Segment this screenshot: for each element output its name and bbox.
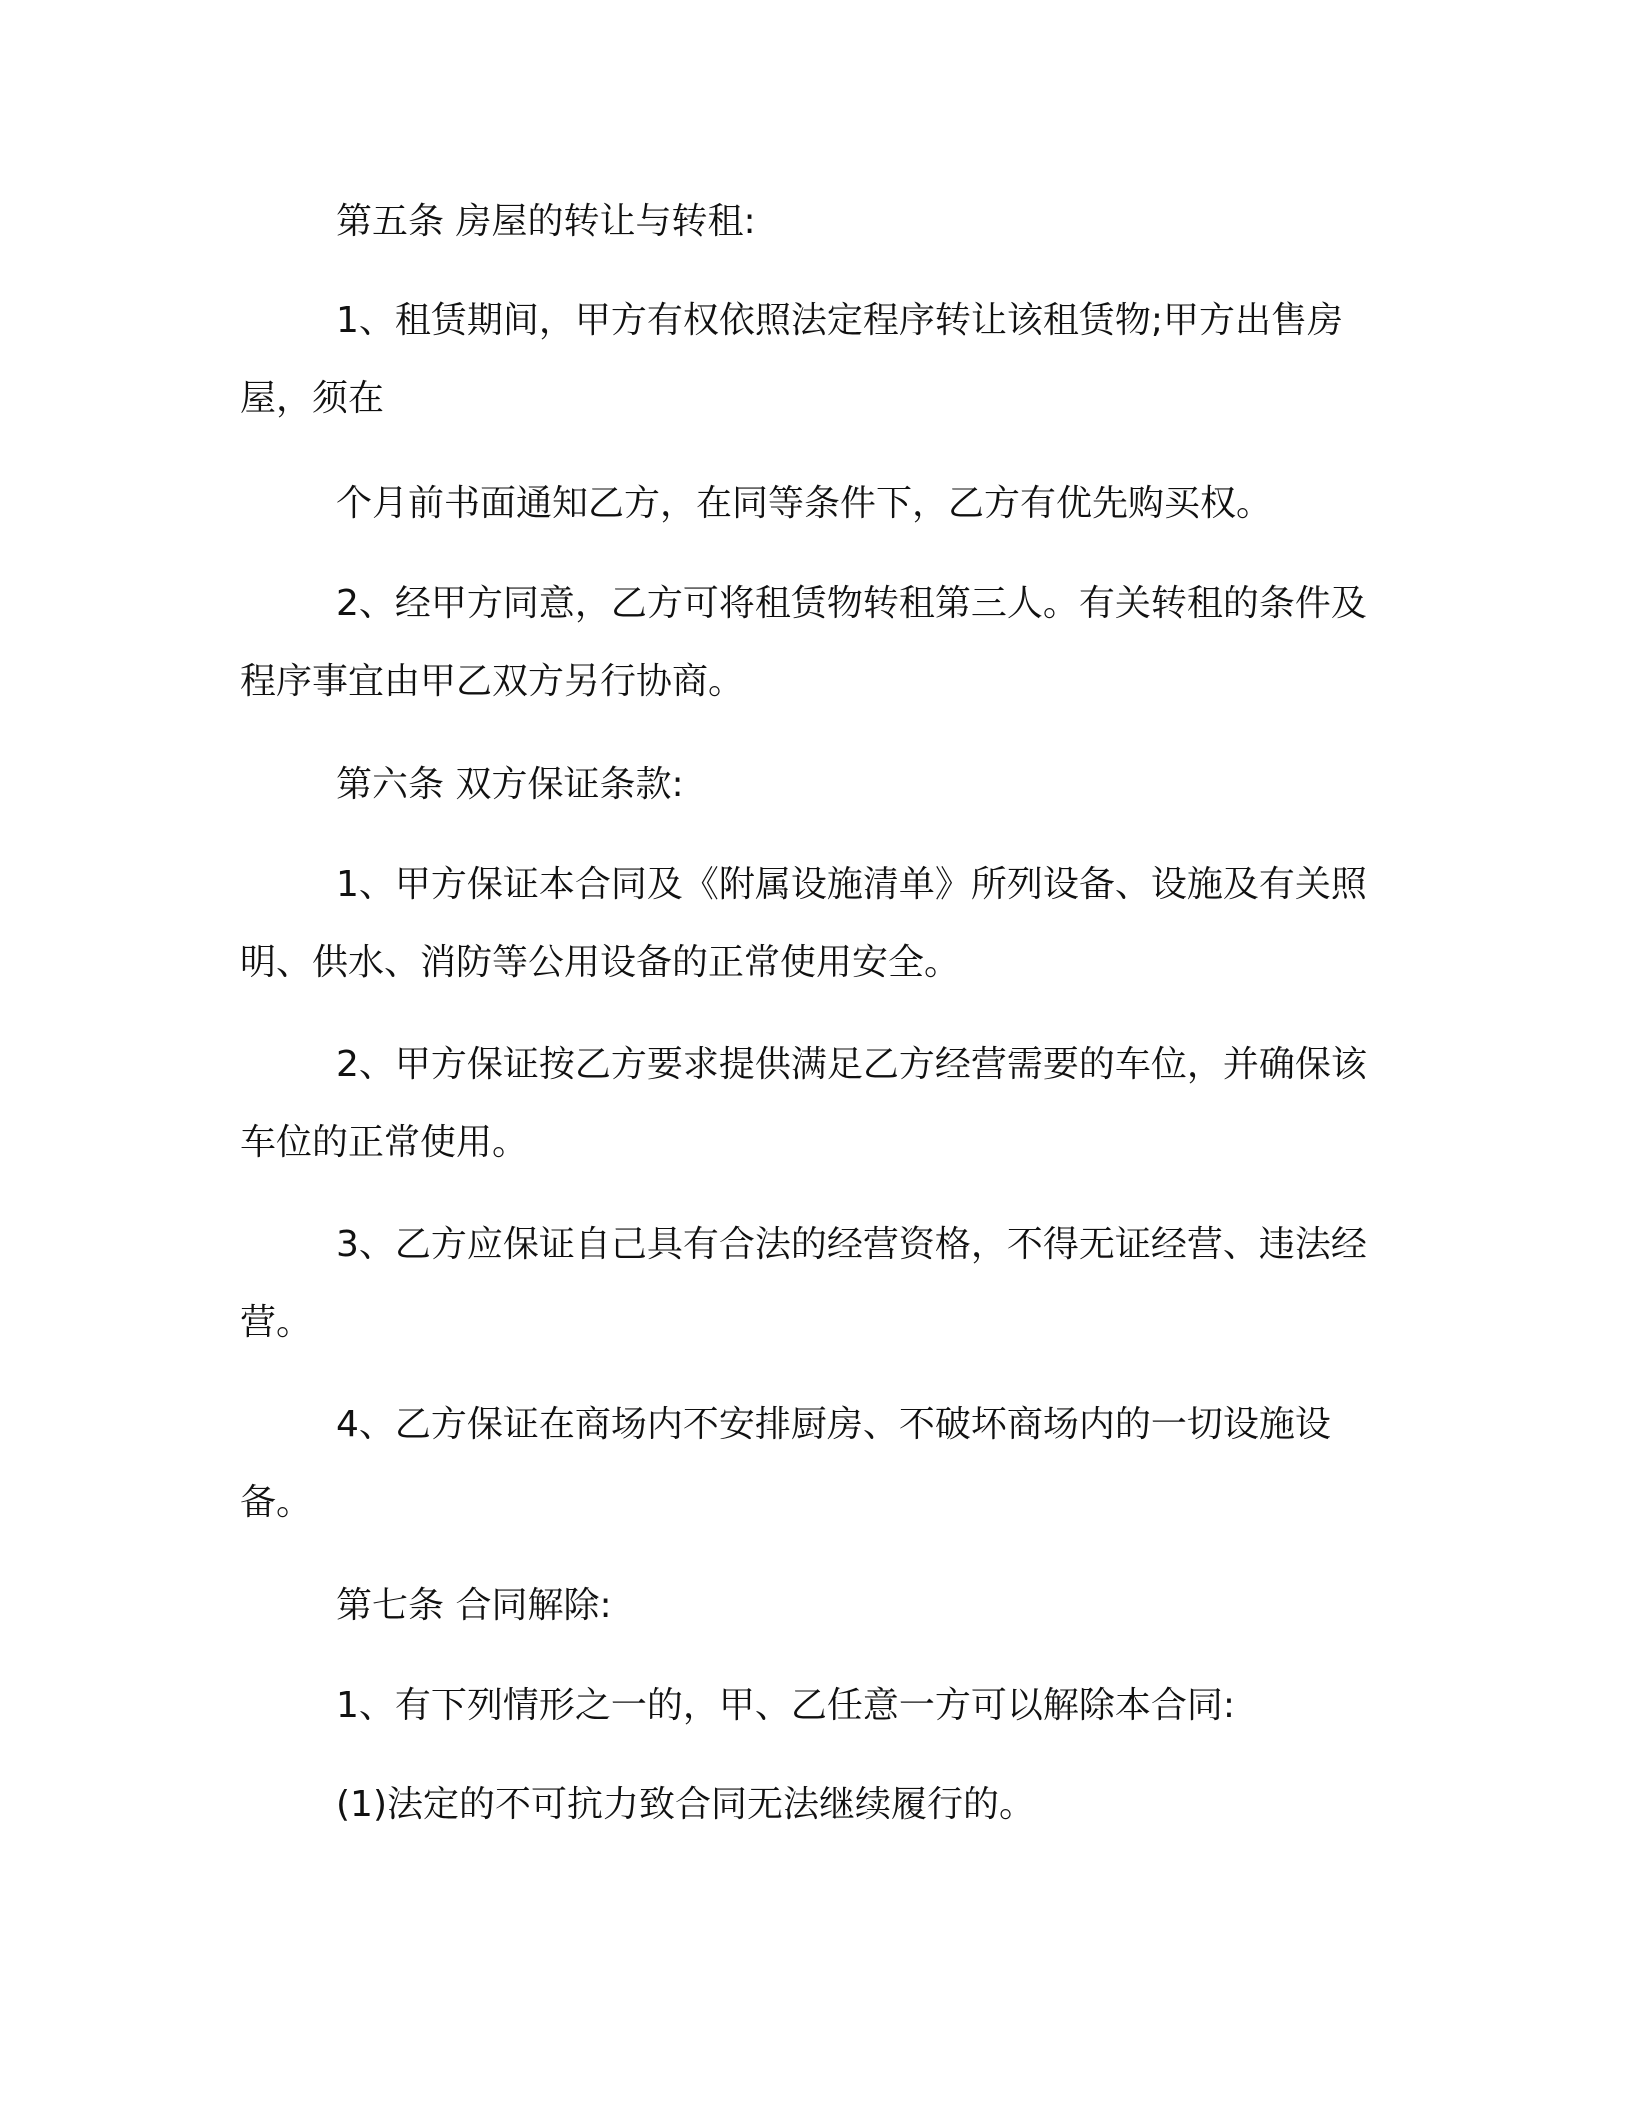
article-5-clause-1-continued: 个月前书面通知乙方，在同等条件下，乙方有优先购买权。 [336, 483, 1273, 524]
article-5-clause-1: 1、租赁期间，甲方有权依照法定程序转让该租赁物;甲方出售房屋，须在 [240, 300, 1344, 419]
article-5-heading: 第五条 房屋的转让与转租: [336, 201, 756, 242]
article-6-clause-1: 1、甲方保证本合同及《附属设施清单》所列设备、设施及有关照明、供水、消防等公用设备的正常使用安全。 [240, 864, 1367, 983]
article-6-clause-2: 2、甲方保证按乙方要求提供满足乙方经营需要的车位，并确保该车位的正常使用。 [240, 1044, 1367, 1163]
article-7-heading: 第七条 合同解除: [336, 1585, 612, 1626]
article-7-item-1: (1)法定的不可抗力致合同无法继续履行的。 [336, 1784, 1035, 1825]
article-7-clause-1: 1、有下列情形之一的，甲、乙任意一方可以解除本合同: [336, 1685, 1236, 1726]
article-6-clause-3: 3、乙方应保证自己具有合法的经营资格，不得无证经营、违法经营。 [240, 1224, 1367, 1343]
article-6-heading: 第六条 双方保证条款: [336, 764, 684, 805]
article-6-clause-4: 4、乙方保证在商场内不安排厨房、不破坏商场内的一切设施设备。 [240, 1404, 1331, 1523]
article-5-clause-2: 2、经甲方同意，乙方可将租赁物转租第三人。有关转租的条件及程序事宜由甲乙双方另行协商。 [240, 583, 1367, 702]
